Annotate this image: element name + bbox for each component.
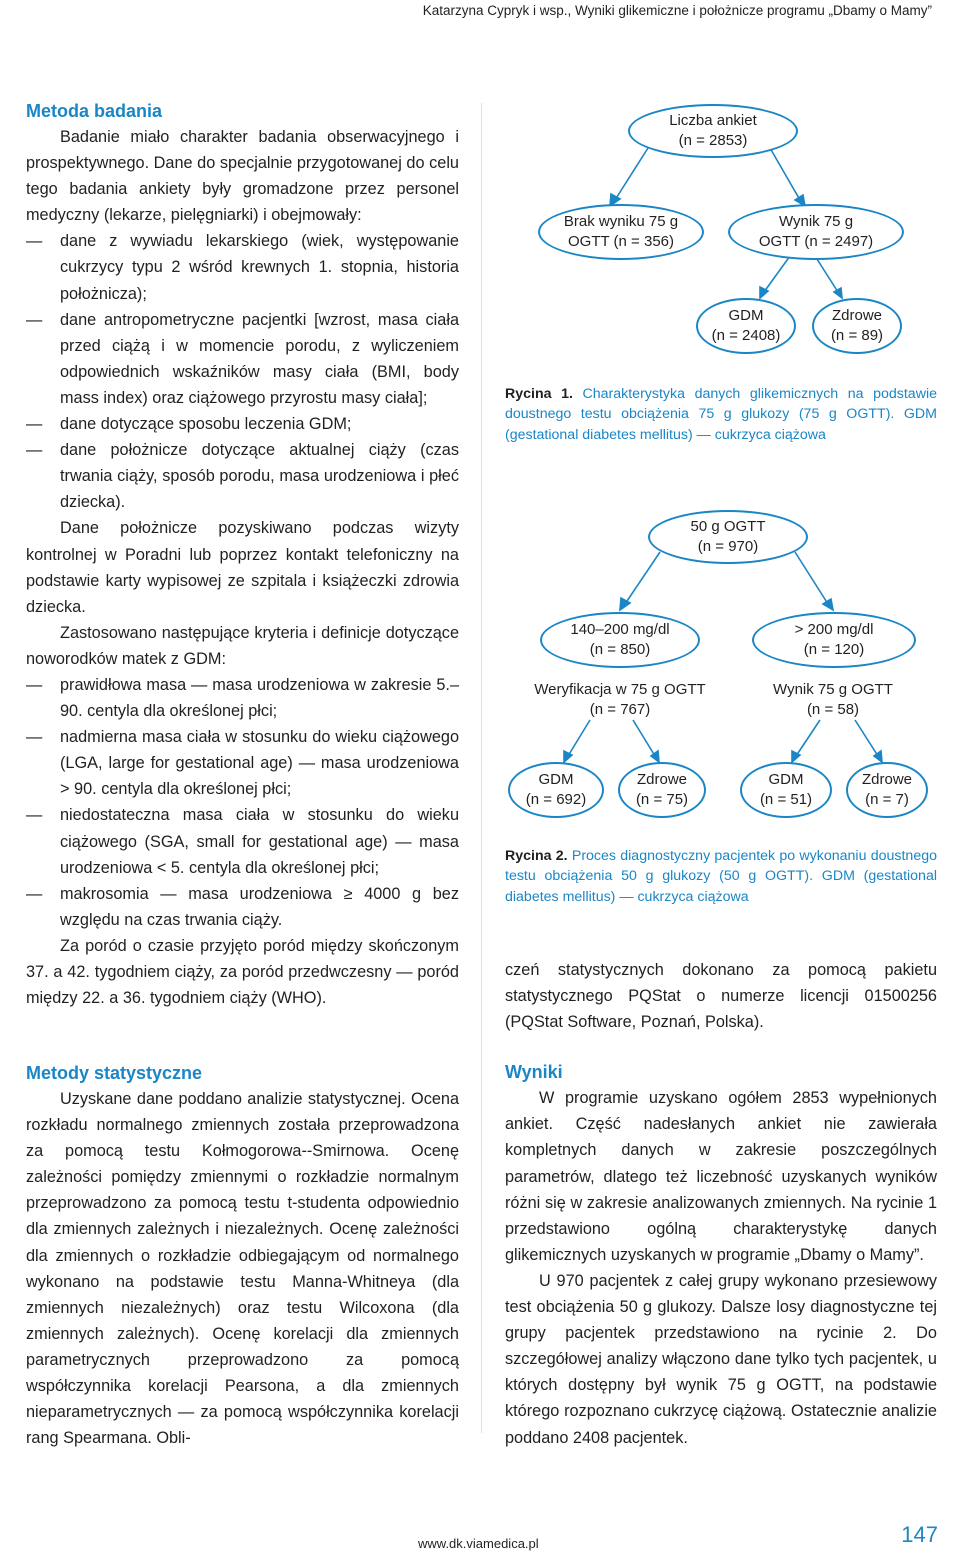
label-weryfikacja: Weryfikacja w 75 g OGTT (n = 767) — [534, 681, 706, 718]
figure-caption-1: Rycina 1. Charakterystyka danych glikemicznych na podstawie doustnego testu obciążenia 75 g glukozy (75 g OGTT). GDM (gestational diabetes mellitus) — cukrzyca ciążowa — [505, 386, 937, 443]
node-zdrowe: Zdrowe (n = 89) — [812, 298, 902, 354]
label-wynik-75g: Wynik 75 g OGTT (n = 58) — [773, 681, 893, 718]
node-140-200: 140–200 mg/dl (n = 850) — [540, 612, 700, 668]
edge-line — [855, 720, 878, 756]
figure-caption-2: Rycina 2. Proces diagnostyczny pacjentek po wykonaniu doustnego testu obciążenia 50 g glukozy (50 g OGTT). GDM (gestational diabetes mellitus) — cukrzyca ciążowa — [505, 848, 937, 905]
node-50g-ogtt: 50 g OGTT (n = 970) — [648, 510, 808, 564]
list-item: — prawidłowa masa — masa urodzeniowa w zakresie 5.–90. centyla dla określonej płci; — [26, 675, 459, 721]
list-item: — dane dotyczące sposobu leczenia GDM; — [26, 415, 352, 434]
list-item: — dane położnicze dotyczące aktualnej ciąży (czas trwania ciąży, sposób porodu, masa urodzeniowa i płeć dziecka). — [26, 441, 459, 512]
node-zdrowe-75: Zdrowe (n = 75) — [618, 762, 706, 818]
paragraph: U 970 pacjentek z całej grupy wykonano przesiewowy test obciążenia 50 g glukozy. Dalsze losy diagnostyczne tej grupy pacjentek przedstawiono na rycinie 2. Do szczegółowej analizy włączono dane tylko tych pacjentek, u których dostępny był wynik 75 g OGTT, na podstawie którego rozpoznano cukrzycę ciążową. Ostatecznie analizie poddano 2408 pacjentek. — [505, 1271, 937, 1447]
edge-line — [615, 148, 648, 200]
page-number: 147 — [901, 1522, 938, 1547]
edge-line — [796, 720, 820, 756]
paragraph: czeń statystycznych dokonano za pomocą pakietu statystycznego PQStat o numerze licencji 01500256 (PQStat Software, Poznań, Polska). — [505, 961, 937, 1032]
edge-line — [764, 256, 790, 292]
paragraph: Uzyskane dane poddano analizie statystycznej. Ocena rozkładu normalnego zmiennych została przeprowadzona za pomocą testu Kołmogorowa--Smirnowa. Ocenę zależności pomiędzy zmiennymi o rozkładzie normalnym przeprowadzono za pomocą testu t-studenta odpowiednio dla zmiennych zależnych i niezależnych. Ocenę zależności dla zmiennych o rozkładzie odbiegającym od normalnego wykonano na podstawie testu Manna-Whitneya (dla zmiennych niezależnych) oraz testu Wilcoxona (dla zmiennych zależnych). Ocenę korelacji dla zmiennych parametrycznych przeprowadzono za pomocą współczynnika korelacji Pearsona, a dla zmiennych nieparametrycznych — za pomocą współczynnika korelacji rang Spearmana. Obli- — [26, 1090, 459, 1448]
paragraph: Zastosowano następujące kryteria i definicje dotyczące noworodków matek z GDM: — [26, 623, 459, 668]
section-title-metody-statystyczne: Metody statystyczne — [26, 1063, 203, 1083]
footer-url: www.dk.viamedica.pl — [418, 1536, 539, 1551]
node-wynik-75g: Wynik 75 g OGTT (n = 2497) — [728, 204, 904, 260]
edge-line — [795, 552, 828, 604]
edge-line — [633, 720, 655, 756]
paragraph: Badanie miało charakter badania obserwacyjnego i prospektywnego. Dane do specjalnie przygotowanej do celu tego badania ankiety były gromadzone przez personel medyczny (lekarze, pielęgniarki) i obejmowały: — [26, 128, 459, 225]
edge-arrow — [834, 288, 842, 298]
list-item: — dane antropometryczne pacjentki [wzrost, masa ciała przed ciążą i w momencie porodu, z wyliczeniem odpowiednich wskaźników masy ciała (BMI, body mass index) oraz ciążowego przyrostu masy ciała]; — [26, 310, 459, 407]
list-item: — niedostateczna masa ciała w stosunku do wieku ciążowego (SGA, small for gestational age) — masa urodzeniowa < 5. centyla dla określonej płci; — [26, 806, 459, 877]
paragraph: Za poród o czasie przyjęto poród między skończonym 37. a 42. tygodniem ciąży, za poród przedwczesny — poród między 22. a 36. tygodniem ciąży (WHO). — [26, 936, 459, 1008]
list-item: — nadmierna masa ciała w stosunku do wieku ciążowego (LGA, large for gestational age) — masa urodzeniowa > 90. centyla dla określonej płci; — [26, 728, 459, 799]
node-brak-wyniku: Brak wyniku 75 g OGTT (n = 356) — [538, 204, 704, 260]
list-item: — makrosomia — masa urodzeniowa ≥ 4000 g bez względu na czas trwania ciąży. — [26, 884, 459, 929]
node-gdm-51: GDM (n = 51) — [740, 762, 832, 818]
right-column — [505, 957, 937, 1451]
node-gdm: GDM (n = 2408) — [696, 298, 796, 354]
section-title-wyniki: Wyniki — [505, 1062, 563, 1083]
node-200-plus: > 200 mg/dl (n = 120) — [752, 612, 916, 668]
running-header: Katarzyna Cypryk i wsp., Wyniki glikemiczne i położnicze programu „Dbamy o Mamy” — [422, 3, 932, 18]
node-zdrowe-7: Zdrowe (n = 7) — [846, 762, 928, 818]
section-title-metoda: Metoda badania — [26, 101, 163, 121]
edge-arrow — [823, 599, 833, 610]
edge-line — [625, 552, 660, 604]
paragraph: W programie uzyskano ogółem 2853 wypełnionych ankiet. Część nadesłanych ankiet nie zawierała kompletnych danych w zakresie poszczególnych parametrów, dlatego też liczebność uzyskanych wyników różni się w zakresie analizowanych zmiennych. Na rycinie 1 przedstawiono ogólną charakterystykę danych glikemicznych uzyskanych w programie „Dbamy o Mamy”. — [505, 1089, 937, 1264]
paragraph: Dane położnicze pozyskiwano podczas wizyty kontrolnej w Poradni lub poprzez kontakt telefoniczny na podstawie karty wypisowej ze szpitala i książeczki zdrowia dziecka. — [26, 519, 459, 616]
edge-line — [815, 256, 838, 292]
node-gdm-692: GDM (n = 692) — [508, 762, 604, 818]
edge-line — [770, 148, 800, 200]
list-item: — dane z wywiadu lekarskiego (wiek, występowanie cukrzycy typu 2 wśród krewnych 1. stopnia, historia położnicza); — [26, 232, 459, 303]
edge-line — [568, 720, 590, 756]
node-liczba-ankiet: Liczba ankiet (n = 2853) — [628, 104, 798, 158]
